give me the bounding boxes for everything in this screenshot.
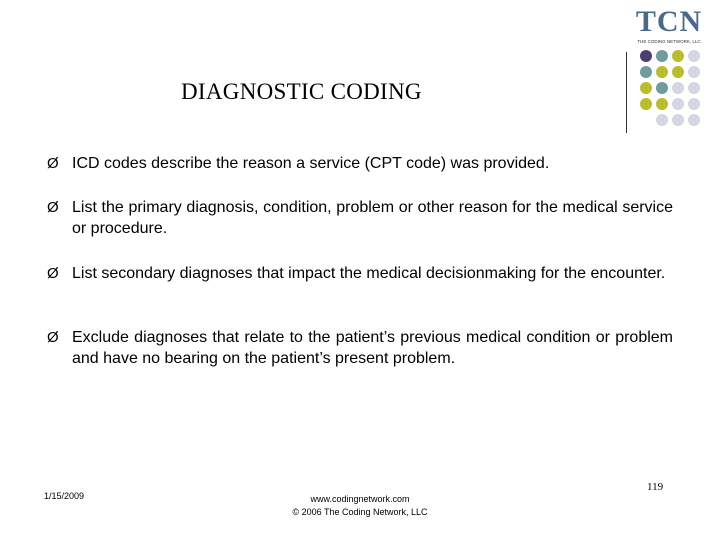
logo-mark: TCN bbox=[635, 5, 703, 38]
decorative-dot bbox=[640, 50, 652, 62]
decorative-dot bbox=[656, 66, 668, 78]
arrow-bullet-icon: Ø bbox=[47, 329, 59, 346]
bullet-text: Exclude diagnoses that relate to the patient’s previous medical condition or problem and have no bearing on the patient’s present problem. bbox=[72, 329, 673, 367]
decorative-dot bbox=[688, 98, 700, 110]
footer-date: 1/15/2009 bbox=[44, 491, 85, 501]
bullet-text: ICD codes describe the reason a service (CPT code) was provided. bbox=[72, 155, 550, 172]
bullet-item bbox=[47, 327, 673, 369]
decorative-dot bbox=[672, 66, 684, 78]
arrow-bullet-icon: Ø bbox=[47, 199, 59, 216]
arrow-bullet-icon: Ø bbox=[47, 155, 59, 172]
bullet-text: List secondary diagnoses that impact the medical decisionmaking for the encounter. bbox=[72, 265, 666, 282]
decorative-dot bbox=[656, 82, 668, 94]
decorative-dot bbox=[656, 114, 668, 126]
footer-website: www.codingnetwork.com bbox=[310, 494, 410, 504]
decorative-dot bbox=[656, 50, 668, 62]
decorative-dot bbox=[672, 98, 684, 110]
decorative-dot bbox=[640, 66, 652, 78]
arrow-bullet-icon: Ø bbox=[47, 265, 59, 282]
vertical-divider bbox=[626, 52, 627, 133]
slide-title: DIAGNOSTIC CODING bbox=[181, 79, 422, 104]
decorative-dot bbox=[688, 66, 700, 78]
decorative-dot bbox=[656, 98, 668, 110]
page-number: 119 bbox=[647, 481, 664, 493]
bullet-item bbox=[47, 153, 673, 174]
company-logo bbox=[630, 5, 708, 48]
decorative-dot bbox=[672, 82, 684, 94]
decorative-dot bbox=[672, 50, 684, 62]
logo-tagline: THE CODING NETWORK, LLC bbox=[637, 39, 701, 44]
decorative-dot bbox=[688, 114, 700, 126]
decorative-dot bbox=[688, 82, 700, 94]
bullet-text: List the primary diagnosis, condition, problem or other reason for the medical service or procedure. bbox=[72, 199, 673, 237]
decorative-dot-grid bbox=[640, 50, 720, 120]
footer-copyright: © 2006 The Coding Network, LLC bbox=[292, 507, 428, 517]
footer-center bbox=[230, 493, 490, 519]
decorative-dot bbox=[640, 82, 652, 94]
decorative-dot bbox=[640, 98, 652, 110]
decorative-dot bbox=[688, 50, 700, 62]
decorative-dot bbox=[672, 114, 684, 126]
bullet-item bbox=[47, 197, 673, 239]
bullet-item bbox=[47, 263, 673, 284]
